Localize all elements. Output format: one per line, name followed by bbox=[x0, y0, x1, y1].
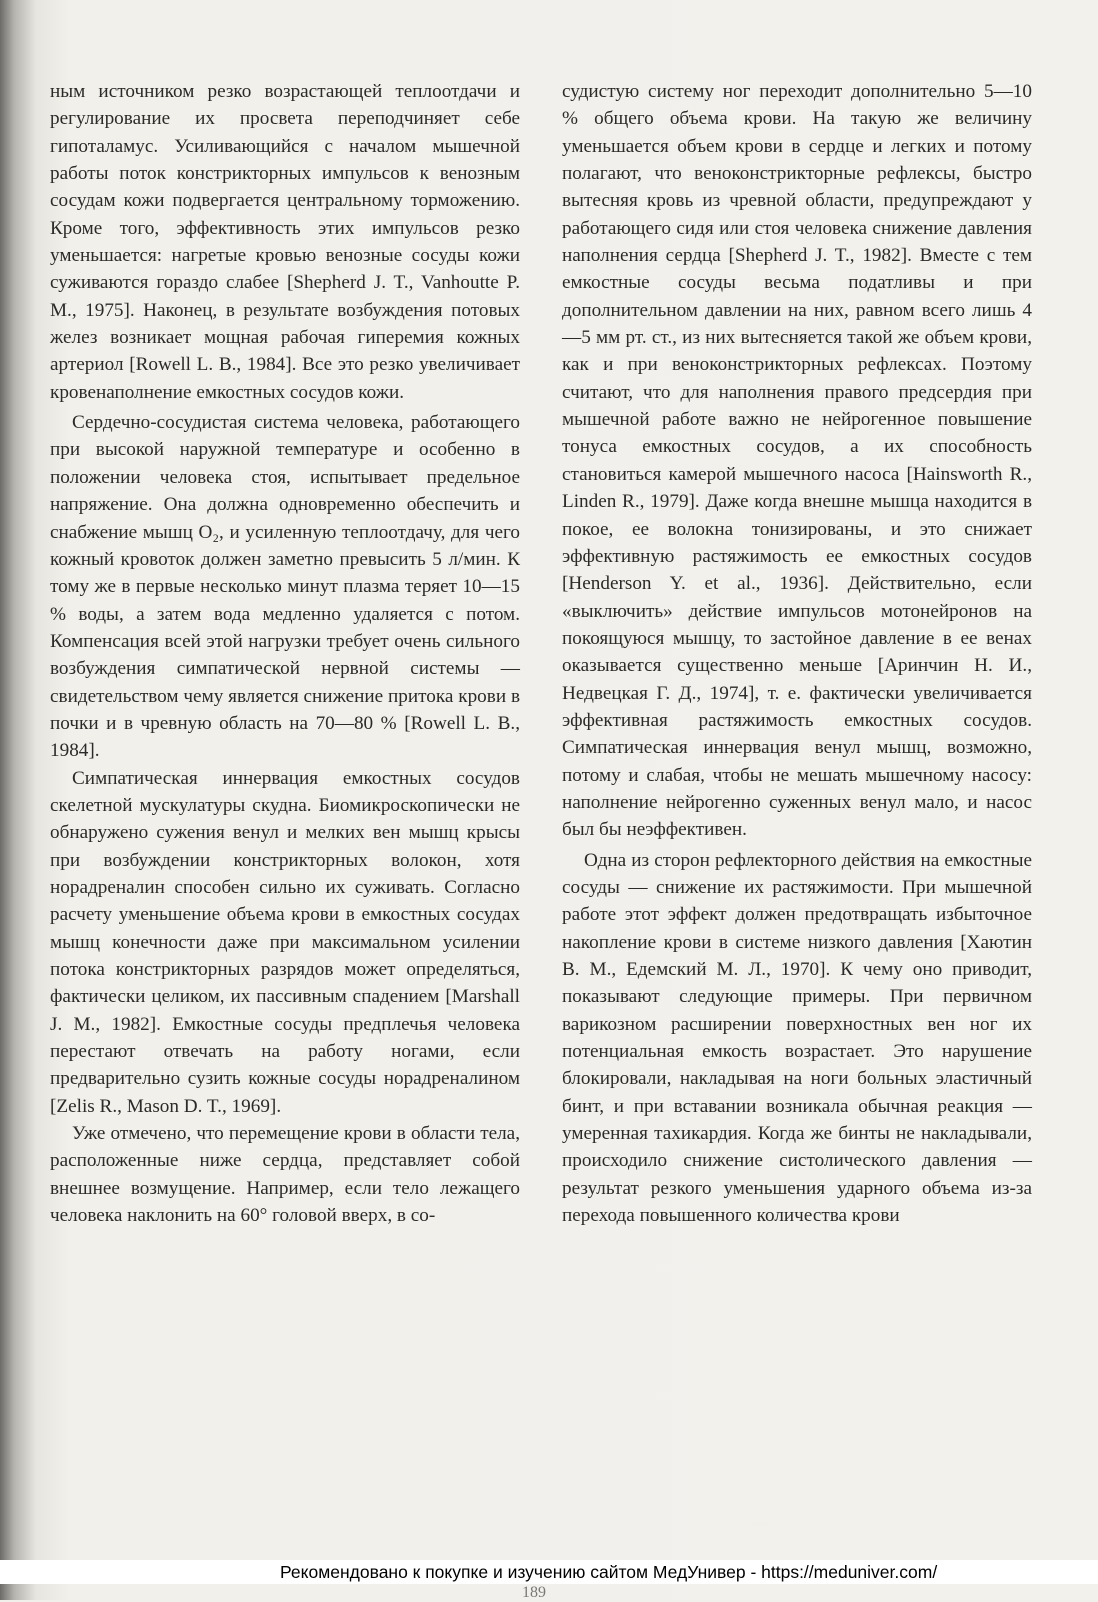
footer-recommendation: Рекомендовано к покупке и изучению сайтом МедУнивер - https://meduniver.com/ bbox=[0, 1560, 1098, 1584]
right-column bbox=[562, 78, 1032, 1229]
left-column bbox=[50, 78, 520, 1229]
paragraph: Уже отмечено, что перемещение крови в области тела, расположенные ниже сердца, представляет собой внешнее возмущение. Например, если тело лежащего человека наклонить на 60° головой вверх, в со- bbox=[50, 1123, 520, 1227]
paragraph: Одна из сторон рефлекторного действия на емкостные сосуды — снижение их растяжимости. При мышечной работе этот эффект должен предотвращать избыточное накопление крови в системе низкого давления [Хаютин В. М., Едемский М. Л., 1970]. К чему оно приводит, показывают следующие примеры. При первичном варикозном расширении поверхностных вен ног их потенциальная емкость возрастает. Это нарушение блокировали, накладывая на ноги больных эластичный бинт, и при вставании возникала обычная реакция — умеренная тахикардия. Когда же бинты не накладывали, происходило снижение систолического давления — результат резкого уменьшения ударного объема из-за перехода повышенного количества крови bbox=[562, 849, 1032, 1227]
paragraph: ным источником резко возрастающей теплоотдачи и регулирование их просвета переподчиняет себе гипоталамус. Усиливающийся с началом мышечной работы поток констрикторных импульсов к венозным сосудам кожи подвергается центральному торможению. Кроме того, эффективность этих импульсов резко уменьшается: нагретые кровью венозные сосуды кожи суживаются гораздо слабее [Shepherd J. T., Vanhoutte P. M., 1975]. Наконец, в результате возбуждения потовых желез возникает мощная рабочая гиперемия кожных артериол [Rowell L. B., 1984]. Все это резко увеличивает кровенаполнение емкостных сосудов кожи. bbox=[50, 81, 520, 403]
paragraph: Сердечно-сосудистая система человека, работающего при высокой наружной температуре и особенно в положении человека стоя, испытывает предельное напряжение. Она должна одновременно обеспечить и снабжение мышц O₂, и усиленную теплоотдачу, для чего кожный кровоток должен заметно превысить 5 л/мин. К тому же в первые несколько минут плазма теряет 10—15 % воды, а затем вода медленно удаляется с потом. Компенсация всей этой нагрузки требует очень сильного возбуждения симпатической нервной системы — свидетельством чему является снижение притока крови в почки и в чревную область на 70—80 % [Rowell L. B., 1984]. bbox=[50, 412, 520, 762]
paragraph: Симпатическая иннервация емкостных сосудов скелетной мускулатуры скудна. Биомикроскопически не обнаружено сужения венул и мелких вен мышц крысы при возбуждении констрикторных волокон, хотя норадреналин способен сильно их суживать. Согласно расчету уменьшение объема крови в емкостных сосудах мышц конечности даже при максимальном усилении потока констрикторных разрядов может определяться, фактически целиком, их пассивным спадением [Marshall J. M., 1982]. Емкостные сосуды предплечья человека перестают отвечать на работу ногами, если предварительно сузить кожные сосуды норадреналином [Zelis R., Mason D. T., 1969]. bbox=[50, 767, 520, 1117]
paragraph: судистую систему ног переходит дополнительно 5—10 % общего объема крови. На такую же величину уменьшается объем крови в сердце и легких и потому полагают, что веноконстрикторные рефлексы, быстро вытесняя кровь из чревной области, предупреждают у работающего сидя или стоя человека снижение давления наполнения сердца [Shepherd J. T., 1982]. Вместе с тем емкостные сосуды весьма податливы и при дополнительном давлении на них, равном всего лишь 4—5 мм рт. ст., из них вытесняется такой же объем крови, как и при веноконстрикторных рефлексах. Поэтому считают, что для наполнения правого предсердия при мышечной работе важно не нейрогенное повышение тонуса емкостных сосудов, а их способность становиться камерой мышечного насоса [Hainsworth R., Linden R., 1979]. Даже когда внешне мышца находится в покое, ее волокна тонизированы, и это снижает эффективную растяжимость ее емкостных сосудов [Henderson Y. et al., 1936]. Действительно, если «выключить» действие импульсов мотонейронов на покоящуюся мышцу, то застойное давление в ее венах оказывается существенно меньше [Аринчин Н. И., Недвецкая Г. Д., 1974], т. е. фактически увеличивается эффективная растяжимость емкостных сосудов. Симпатическая иннервация венул мышц, возможно, потому и слабая, чтобы не мешать мышечному насосу: наполнение нейрогенно суженных венул мало, и насос был бы неэффективен. bbox=[562, 81, 1032, 841]
page-number: 189 bbox=[522, 1584, 546, 1601]
